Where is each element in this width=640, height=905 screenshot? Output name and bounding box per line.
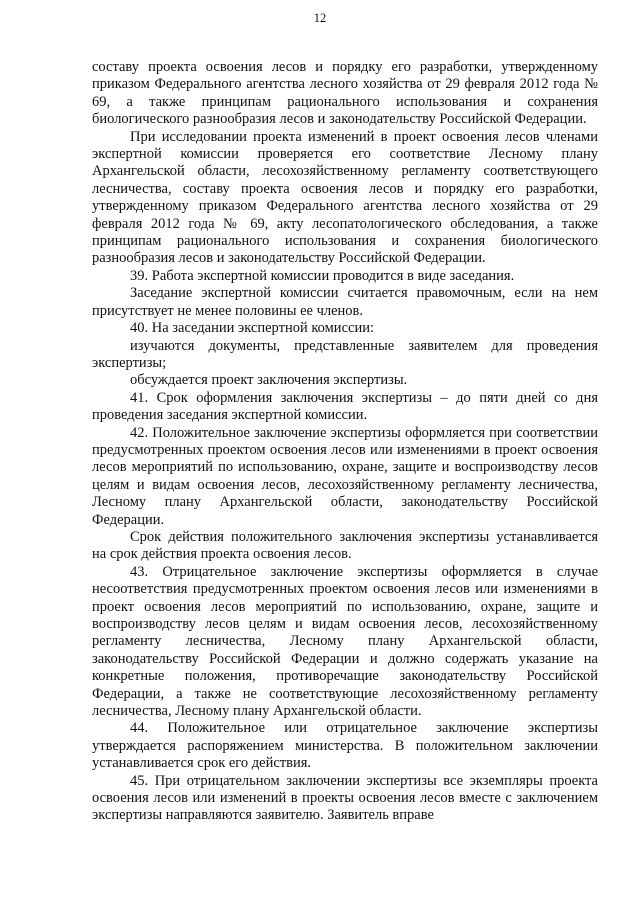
paragraph-40: 40. На заседании экспертной комиссии: bbox=[130, 320, 374, 337]
paragraph-41: 41. Срок оформления заключения экспертизы – до пяти дней со дня проведения заседания экспертной комиссии. bbox=[92, 389, 598, 424]
paragraph-continuation: составу проекта освоения лесов и порядку его разработки, утвержденному приказом Федерального агентства лесного хозяйства от 29 февраля 2012 года № 69, а также принципам рационального использования и сохранения биологического разнообразия лесов и законодательству Российской Федерации. bbox=[92, 59, 598, 128]
document-body bbox=[92, 59, 598, 825]
paragraph-40-item-documents: изучаются документы, представленные заявителем для проведения экспертизы; bbox=[92, 337, 598, 371]
paragraph-39-quorum: Заседание экспертной комиссии считается правомочным, если на нем присутствует не менее половины ее членов. bbox=[92, 285, 598, 319]
paragraph-39: 39. Работа экспертной комиссии проводится в виде заседания. bbox=[130, 267, 515, 284]
paragraph-45: 45. При отрицательном заключении экспертизы все экземпляры проекта освоения лесов или изменений в проекты освоения лесов вместе с заключением экспертизы направляются заявителю. Заявитель вправе bbox=[92, 772, 598, 824]
paragraph-44: 44. Положительное или отрицательное заключение экспертизы утверждается распоряжением министерства. В положительном заключении устанавливается срок его действия. bbox=[92, 720, 598, 772]
paragraph-42-term: Срок действия положительного заключения экспертизы устанавливается на срок действия проекта освоения лесов. bbox=[92, 528, 598, 563]
paragraph-43: 43. Отрицательное заключение экспертизы оформляется в случае несоответствия предусмотренных проектом освоения лесов или изменениями в проект освоения лесов мероприятий по использованию, охране, защите и воспроизводству лесов целям и видам освоения лесов, лесохозяйственному регламенту лесничества, Лесному плану Архангельской области, законодательству Российской Федерации и должно содержать указание на конкретные положения, противоречащие законодательству Российской Федерации, а также не соответствующие лесохозяйственному регламенту лесничества, Лесному плану Архангельской области. bbox=[92, 563, 598, 720]
paragraph-40-item-draft: обсуждается проект заключения экспертизы. bbox=[130, 372, 408, 389]
page-number: 12 bbox=[313, 11, 327, 25]
paragraph-42: 42. Положительное заключение экспертизы оформляется при соответствии предусмотренных проектом освоения лесов или изменениями в проект освоения лесов мероприятий по использованию, охране, защите и воспроизводству лесов целям и видам освоения лесов, лесохозяйственному регламенту лесничества, Лесному плану Архангельской области, законодательству Российской Федерации. bbox=[92, 424, 598, 528]
paragraph-amendment-review: При исследовании проекта изменений в проект освоения лесов членами экспертной комиссии проверяется его соответствие Лесному плану Архангельской области, лесохозяйственному регламенту соответствующего лесничества, составу проекта освоения лесов и порядку его разработки, утвержденному приказом Федерального агентства лесного хозяйства от 29 февраля 2012 года № 69, акту лесопатологического обследования, а также принципам рационального использования и сохранения биологического разнообразия лесов и законодательству Российской Федерации. bbox=[92, 128, 598, 267]
